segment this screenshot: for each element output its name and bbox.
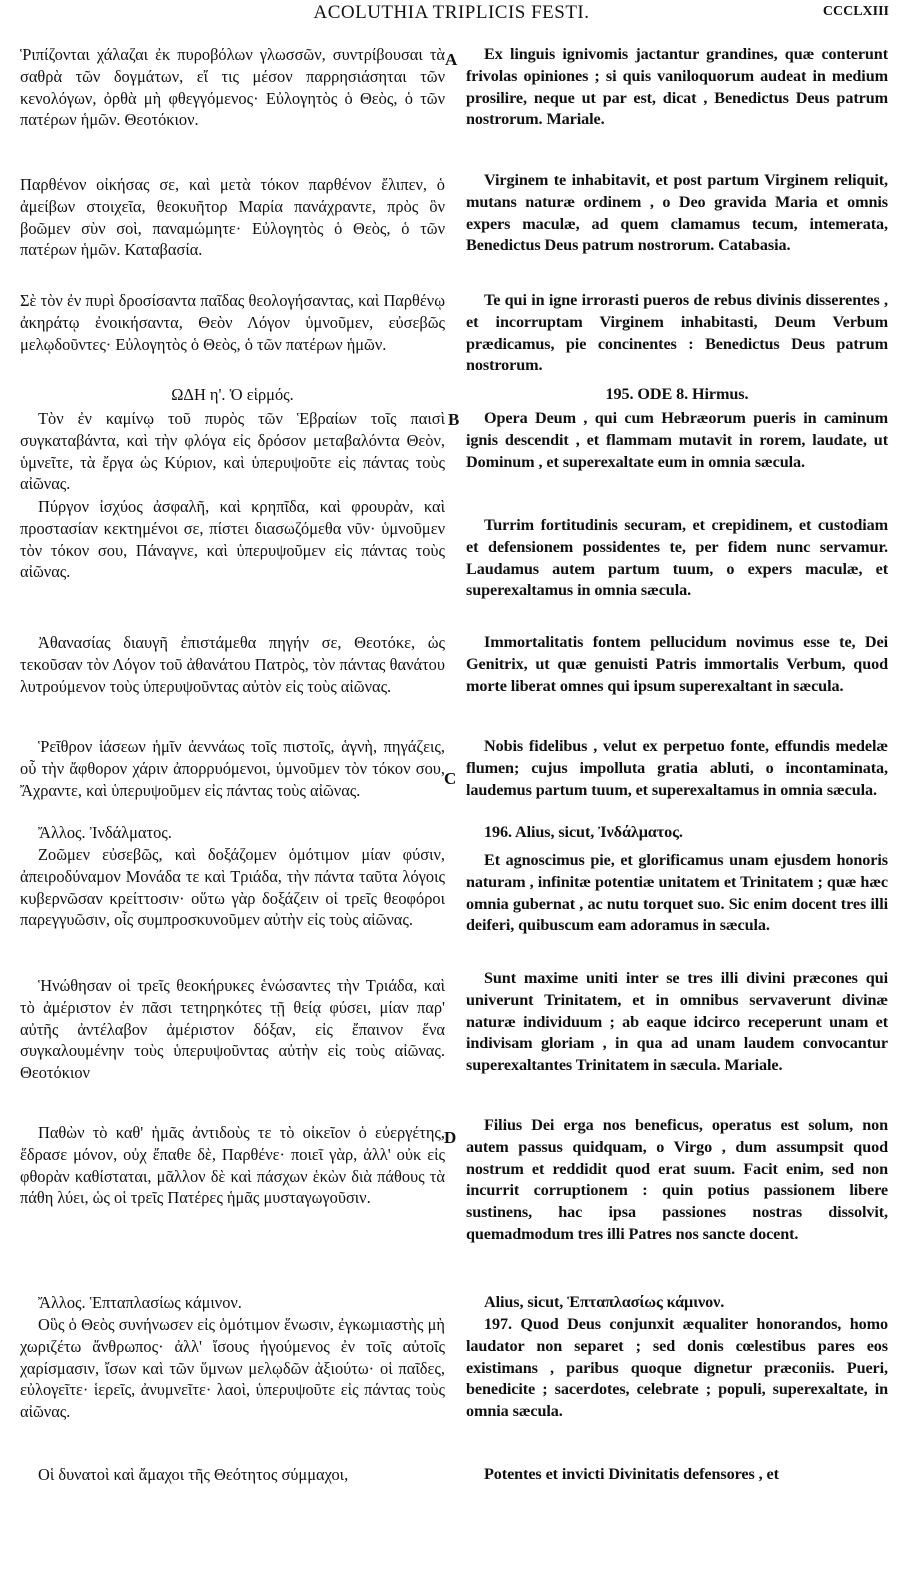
- latin-paragraph: Virginem te inhabitavit, et post partum Virginem reliquit, mutans naturæ ordinem , o Deo gravida Maria et omnis expers maculæ, ad quem clamamus tecum, intemerata, Benedictus Deus patrum nostrorum. Catabasia.: [466, 171, 888, 255]
- latin-paragraph: Immortalitatis fontem pellucidum novimus esse te, Dei Genitrix, ut quæ genuisti Patris immortalis Verbum, quod morte liberat omnes qui ipsum superexaltant in sæcula.: [466, 633, 888, 695]
- greek-subheading: Ἄλλος. Ἑπταπλασίως κάμινον.: [38, 1293, 242, 1312]
- running-title: ACOLUTHIA TRIPLICIS FESTI.: [313, 2, 590, 23]
- greek-subheading: Ἄλλος. Ἰνδάλματος.: [38, 823, 172, 842]
- latin-paragraph: Sunt maxime uniti inter se tres illi divini præcones qui univerunt Trinitatem, et in omnibus servaverunt divinæ naturæ individuum ; ab eaque idcirco receperunt unam et indivisam gloriam , in qua ad unam laudem convocantur superexaltantes Trinitatem in sæcula. Mariale.: [466, 969, 888, 1075]
- latin-paragraph: Filius Dei erga nos beneficus, operatus est solum, non autem passus quidquam, o Virgo , dum assumpsit quod nostrum et reddidit quod erat suum. Facit enim, sed non incurrit corruptionem : quin potius passionem libere sustinens, hac ipsa passiones nostras dissolvit, quemadmodum tres illi Patres nos sancte docent.: [466, 1116, 888, 1243]
- latin-paragraph: Turrim fortitudinis securam, et crepidinem, et custodiam et defensionem possidentes te, per fidem nunc servamur. Laudamus autem partum tuum, o expers maculæ, et superexaltamus in omnia sæcula.: [466, 516, 888, 600]
- greek-paragraph: Παρθένον οἰκήσας σε, καὶ μετὰ τόκον παρθένον ἔλιπεν, ὁ ἀμείβων στοιχεῖα, θεοκυῆτορ Μαρία πανάχραντε, πρὸς ὃν βοῶμεν σὺν σοὶ, παναμώμητε· Εὐλογητὸς ὁ Θεὸς, ὁ τῶν πατέρων ἡμῶν. Καταβασία.: [20, 175, 445, 260]
- greek-paragraph: Ῥεῖθρον ἰάσεων ἡμῖν ἀεννάως τοῖς πιστοῖς, ἁγνὴ, πηγάζεις, οὗ τὴν ἄφθορον χάριν ἀπορρυόμενοι, ὑμνοῦμεν τὸν τόκον σου, Ἄχραντε, καὶ ὑπερυψοῦμεν εἰς πάντας τοὺς αἰῶνας.: [20, 737, 445, 800]
- greek-paragraph: Πύργον ἰσχύος ἀσφαλῆ, καὶ κρηπῖδα, καὶ φρουρὰν, καὶ προστασίαν κεκτημένοι σε, πίστει διασωζόμεθα νῦν· ὑμνοῦμεν τὸν τόκον σου, Πάναγνε, καὶ ὑπερυψοῦμεν εἰς πάντας τοὺς αἰῶνας.: [20, 497, 445, 582]
- latin-paragraph: Te qui in igne irrorasti pueros de rebus divinis disserentes , et incorruptam Virginem inhabitasti, Deum Verbum prædicamus, pie concinentes : Benedictus Deus patrum nostrorum.: [466, 291, 888, 375]
- greek-paragraph: Σὲ τὸν ἐν πυρὶ δροσίσαντα παῖδας θεολογήσαντας, καὶ Παρθένῳ ἀκηράτῳ ἐνοικήσαντα, Θεὸν Λόγον ὑμνοῦμεν, εὐσεβῶς μελῳδοῦντες· Εὐλογητὸς ὁ Θεὸς, ὁ τῶν πατέρων ἡμῶν.: [20, 291, 445, 354]
- latin-paragraph: Potentes et invicti Divinitatis defensores , et: [484, 1465, 779, 1483]
- page-number: CCCLXIII: [822, 4, 889, 19]
- greek-paragraph: Ἀθανασίας διαυγῆ ἐπιστάμεθα πηγήν σε, Θεοτόκε, ὡς τεκοῦσαν τὸν Λόγον τοῦ ἀθανάτου Πατρὸς, τὸν πάντας θανάτου λυτρούμενον τοὺς ὑπερυψοῦντας αὐτὸν εἰς τοὺς αἰῶνας.: [20, 633, 445, 696]
- margin-marker-d: D: [444, 1128, 457, 1147]
- greek-paragraph: Τὸν ἐν καμίνῳ τοῦ πυρὸς τῶν Ἑβραίων τοῖς παισὶ συγκαταβάντα, καὶ τὴν φλόγα εἰς δρόσον μεταβαλόντα Θεὸν, ὑμνεῖτε, τὰ ἔργα ὡς Κύριον, καὶ ὑπερυψοῦτε εἰς πάντας τοὺς αἰῶνας.: [20, 409, 445, 494]
- latin-subheading: 196. Alius, sicut, Ἰνδάλματος.: [484, 823, 683, 841]
- greek-paragraph: Παθὼν τὸ καθ' ἡμᾶς ἀντιδοὺς τε τὸ οἰκεῖον ὁ εὐεργέτης, ἕδρασε μόνον, οὐχ ἔπαθε δὲ, Παρθένε· ποιεῖ γὰρ, ἀλλ' οὐκ εἰς φθορὰν καθίσταται, μᾶλλον δὲ καὶ πάσχων ἑκὼν διὰ πάθους τὰ πάθη λύει, ὡς οἱ τρεῖς Πατέρες ἡμᾶς μυσταγωγοῦσιν.: [20, 1123, 445, 1208]
- latin-paragraph: Et agnoscimus pie, et glorificamus unam ejusdem honoris naturam , infinitæ potentiæ unitatem et Trinitatem ; quæ hæc omnia gubernat , ac nutu torquet suo. Sic enim docent tres illi deiferi, quibuscum eam adoramus in sæcula.: [466, 851, 888, 935]
- latin-heading: 195. ODE 8. Hirmus.: [605, 385, 749, 403]
- greek-paragraph: Οἱ δυνατοὶ καὶ ἄμαχοι τῆς Θεότητος σύμμαχοι,: [38, 1465, 349, 1484]
- greek-heading: ΩΔΗ η'. Ὁ εἱρμός.: [171, 385, 294, 404]
- greek-paragraph: Ζοῶμεν εὐσεβῶς, καὶ δοξάζομεν ὁμότιμον μίαν φύσιν, ἀπειροδύναμον Μονάδα τε καὶ Τριάδα, τὴν πάντα ταῦτα λόγοις κυβερνῶσαν κρείττοσιν· οὕτω γὰρ δοξάζειν οἱ τρεῖς θεοφόροι παρεγγυῶσιν, οἷς συμπροσκυνοῦμεν αὐτὴν εἰς τοὺς αἰῶνας.: [20, 845, 445, 930]
- latin-subheading: Alius, sicut, Ἑπταπλασίως κάμινον.: [484, 1293, 725, 1311]
- latin-paragraph: Nobis fidelibus , velut ex perpetuo fonte, effundis medelæ flumen; cujus impolluta gratia abluti, o incontaminata, laudemus partum tuum, et superexaltamus in omnia sæcula.: [466, 737, 888, 799]
- greek-paragraph: Ἡνώθησαν οἱ τρεῖς θεοκήρυκες ἑνώσαντες τὴν Τριάδα, καὶ τὸ ἀμέριστον ἐν πᾶσι τετηρηκότες τῇ θείᾳ φύσει, μίαν παρ' αὐτῆς ἀντέλαβον ἀμέριστον δόξαν, εἰς ἔπαινον ἕνα συγκαλουμένην τοὺς ὑπερυψοῦντας αὐτὴν εἰς τοὺς αἰῶνας. Θεοτόκιον: [20, 976, 445, 1083]
- greek-paragraph: Οὓς ὁ Θεὸς συνήνωσεν εἰς ὁμότιμον ἕνωσιν, ἐγκωμιαστὴς μὴ χωριζέτω ἄνθρωπος· ἀλλ' ἴσους ἡγούμενος ἐν τοῖς αὐτοῖς χαρίσμασιν, ἴσων καὶ τῶν ὕμνων μελῳδῶν ἀξιούτω· οἱ παῖδες, εὐλογεῖτε· ἱερεῖς, ἀνυμνεῖτε· λαοὶ, ὑπερυψοῦτε εἰς πάντας τοὺς αἰῶνας.: [20, 1315, 445, 1422]
- greek-paragraph: Ῥιπίζονται χάλαζαι ἐκ πυροβόλων γλωσσῶν, συντρίβουσαι τὰ σαθρὰ τῶν δογμάτων, εἴ τις μέσον παρρησιάσηται τῶν κενολόγων, ὀρθὰ μὴ φθεγγόμενος· Εὐλογητὸς ὁ Θεὸς, ὁ τῶν πατέρων ἡμῶν. Θεοτόκιον.: [20, 45, 445, 130]
- margin-marker-c: C: [444, 769, 457, 788]
- margin-marker-a: A: [445, 50, 458, 69]
- latin-paragraph: Opera Deum , qui cum Hebræorum pueris in caminum ignis descendit , et flammam mutavit in rorem, laudate, ut Dominum , et superexaltate eum in omnia sæcula.: [466, 409, 888, 471]
- latin-paragraph: Ex linguis ignivomis jactantur grandines, quæ conterunt frivolas opiniones ; si quis vaniloquorum audeat in medium prosilire, neque ut par est, dicat , Benedictus Deus patrum nostrorum. Mariale.: [466, 45, 888, 129]
- margin-marker-b: B: [448, 410, 460, 429]
- latin-paragraph: 197. Quod Deus conjunxit æqualiter honorandos, homo laudator non separet ; sed donis cœlestibus pares eos existimans , paribus quoque dignetur præconiis. Pueri, benedicite ; sacerdotes, celebrate ; populi, superexaltate, in omnia sæcula.: [466, 1315, 888, 1421]
